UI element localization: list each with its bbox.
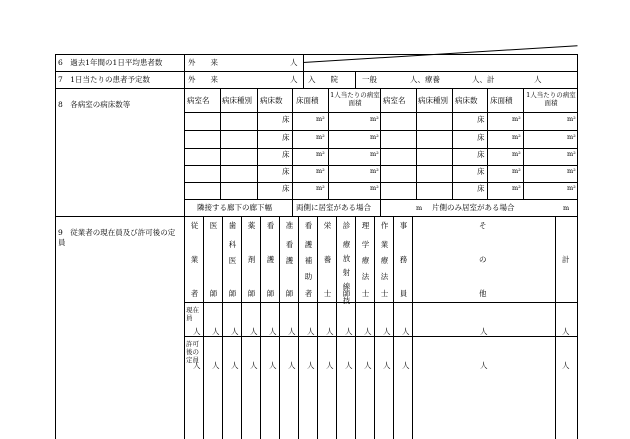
- v8: [257, 88, 258, 199]
- staff-col-10: 学: [361, 240, 370, 249]
- hline-r7: [55, 88, 577, 89]
- area-unit: m²: [316, 150, 325, 158]
- bed-unit: 床: [282, 150, 290, 159]
- staff-col-12: 務: [399, 255, 408, 264]
- hdr-per-person: 1人当たりの病室面積: [526, 91, 576, 107]
- person-unit: 人: [288, 361, 296, 370]
- v9: [555, 216, 556, 439]
- v9: [241, 216, 242, 439]
- v8: [380, 88, 381, 216]
- staff-col-10: 法: [361, 272, 370, 281]
- other-unit: 人: [480, 327, 488, 336]
- v9: [279, 216, 280, 439]
- area-unit: m²: [512, 133, 521, 141]
- person-unit: 人: [231, 361, 239, 370]
- hline-r9-h: [184, 302, 577, 303]
- staff-col-10: 理: [361, 221, 370, 230]
- area-unit: m²: [567, 167, 576, 175]
- bed-unit: 床: [477, 184, 485, 193]
- staff-col-9: 射: [342, 268, 351, 277]
- person-unit: 人: [288, 327, 296, 336]
- bed-unit: 床: [282, 184, 290, 193]
- person-unit: 人: [383, 361, 391, 370]
- v9: [336, 216, 337, 439]
- v9: [203, 216, 204, 439]
- total-unit: 人: [562, 327, 570, 336]
- staff-col-1: 業: [190, 255, 199, 264]
- bed-unit: 床: [282, 115, 290, 124]
- hdr-room-name: 病室名: [187, 96, 210, 105]
- person-unit: 人: [250, 327, 258, 336]
- person-unit: 人: [402, 361, 410, 370]
- row7-unit3: 人: [534, 75, 542, 84]
- person-unit: 人: [364, 327, 372, 336]
- bed-unit: 床: [477, 150, 485, 159]
- staff-col-1: 従: [190, 221, 199, 230]
- staff-col-3: 医: [228, 256, 237, 265]
- total-header: 計: [562, 255, 570, 264]
- row8-label: 8 各病室の病床数等: [58, 100, 131, 109]
- staff-col-6: 看: [285, 240, 294, 249]
- staff-col-11: 士: [380, 289, 389, 298]
- v8: [487, 88, 488, 199]
- row6-label: 6 過去1年間の1日平均患者数: [58, 58, 163, 67]
- person-unit: 人: [326, 327, 334, 336]
- v8: [328, 88, 329, 199]
- hdr-bed-type: 病床種別: [418, 96, 448, 105]
- area-unit: m²: [567, 133, 576, 141]
- person-unit: 人: [307, 361, 315, 370]
- one-side-unit: m: [563, 204, 570, 212]
- staff-col-6: 護: [285, 256, 294, 265]
- area-unit: m²: [512, 184, 521, 192]
- staff-col-9: 技: [342, 296, 351, 305]
- row7-inpatient: 入 院: [308, 75, 338, 84]
- person-unit: 人: [231, 327, 239, 336]
- hline-r6: [55, 71, 577, 72]
- staff-col-9: 放: [342, 254, 351, 263]
- v9: [298, 216, 299, 439]
- staff-col-12: 員: [399, 289, 408, 298]
- area-unit: m²: [316, 133, 325, 141]
- current-label: 現在員: [186, 306, 199, 322]
- area-unit: m²: [567, 115, 576, 123]
- staff-col-3: 師: [228, 289, 237, 298]
- bed-unit: 床: [477, 133, 485, 142]
- hline-r8-end: [55, 216, 577, 217]
- other-top: そ: [479, 221, 487, 230]
- hdr-bed-count: 病床数: [260, 96, 283, 105]
- area-unit: m²: [316, 115, 325, 123]
- v8: [523, 88, 524, 199]
- row7-general: 一般: [362, 75, 377, 84]
- staff-col-1: 者: [190, 289, 199, 298]
- v9: [412, 216, 413, 439]
- row7-unit2: 人、計: [472, 75, 495, 84]
- staff-col-5: 看: [266, 221, 275, 230]
- staff-col-6: 准: [285, 221, 294, 230]
- area-unit: m²: [567, 150, 576, 158]
- staff-col-9: 師: [342, 289, 351, 298]
- area-unit: m²: [567, 184, 576, 192]
- v8: [220, 88, 221, 199]
- staff-col-9: 線: [342, 282, 351, 291]
- hdr-floor-area: 床面積: [296, 96, 319, 105]
- staff-col-4: 剤: [247, 255, 256, 264]
- person-unit: 人: [193, 361, 201, 370]
- staff-col-11: 法: [380, 272, 389, 281]
- area-unit: m²: [370, 150, 379, 158]
- area-unit: m²: [512, 115, 521, 123]
- area-unit: m²: [370, 184, 379, 192]
- staff-col-7: 護: [304, 240, 313, 249]
- v9: [374, 216, 375, 439]
- vline-r7-b: [355, 71, 356, 88]
- staff-col-11: 業: [380, 240, 389, 249]
- v9: [393, 216, 394, 439]
- staff-col-6: 師: [285, 289, 294, 298]
- vline-left: [55, 54, 56, 439]
- row7-unit1: 人、療養: [410, 75, 440, 84]
- person-unit: 人: [307, 327, 315, 336]
- hdr-per-person: 1人当たりの病室面積: [330, 91, 380, 107]
- permitted-label: 許可後の定員: [186, 340, 199, 364]
- person-unit: 人: [269, 361, 277, 370]
- area-unit: m²: [370, 133, 379, 141]
- person-unit: 人: [383, 327, 391, 336]
- other-bot: 他: [479, 289, 487, 298]
- staff-col-7: 助: [304, 272, 313, 281]
- staff-col-5: 師: [266, 289, 275, 298]
- person-unit: 人: [345, 327, 353, 336]
- both-sides-unit: m: [416, 204, 423, 212]
- row7-unit-out: 人: [290, 75, 298, 84]
- bed-unit: 床: [477, 115, 485, 124]
- staff-col-3: 科: [228, 240, 237, 249]
- person-unit: 人: [250, 361, 258, 370]
- one-side-label: 片側のみ居室がある場合: [432, 203, 515, 212]
- vline-right: [577, 54, 578, 439]
- hline-top: [55, 54, 577, 55]
- v8: [292, 88, 293, 199]
- hdr-bed-count: 病床数: [455, 96, 478, 105]
- staff-col-2: 師: [209, 289, 218, 298]
- row9-label: 9 従業者の現在員及び許可後の定員: [58, 228, 176, 247]
- person-unit: 人: [326, 361, 334, 370]
- person-unit: 人: [345, 361, 353, 370]
- row6-outpatient: 外 来: [188, 58, 218, 67]
- area-unit: m²: [370, 167, 379, 175]
- person-unit: 人: [269, 327, 277, 336]
- hline-r9-1: [184, 336, 577, 337]
- staff-col-10: 療: [361, 256, 370, 265]
- v9: [260, 216, 261, 439]
- both-sides-label: 両側に居室がある場合: [296, 203, 371, 212]
- other-unit: 人: [480, 361, 488, 370]
- staff-col-8: 栄: [323, 221, 332, 230]
- staff-col-8: 養: [323, 255, 332, 264]
- total-unit: 人: [562, 361, 570, 370]
- area-unit: m²: [512, 167, 521, 175]
- person-unit: 人: [212, 327, 220, 336]
- vline-label: [184, 54, 185, 439]
- v8: [416, 88, 417, 199]
- person-unit: 人: [364, 361, 372, 370]
- person-unit: 人: [212, 361, 220, 370]
- staff-col-9: 療: [342, 240, 351, 249]
- staff-col-4: 師: [247, 289, 256, 298]
- hdr-floor-area: 床面積: [490, 96, 513, 105]
- staff-col-11: 療: [380, 256, 389, 265]
- vline-r67-a: [303, 54, 304, 88]
- bed-unit: 床: [282, 133, 290, 142]
- person-unit: 人: [193, 327, 201, 336]
- staff-col-3: 歯: [228, 221, 237, 230]
- staff-col-12: 事: [399, 221, 408, 230]
- row6-unit: 人: [290, 58, 298, 67]
- hdr-room-name: 病室名: [383, 96, 406, 105]
- v9: [317, 216, 318, 439]
- person-unit: 人: [402, 327, 410, 336]
- staff-col-9: 診: [342, 221, 351, 230]
- bed-unit: 床: [477, 167, 485, 176]
- v9: [355, 216, 356, 439]
- area-unit: m²: [512, 150, 521, 158]
- staff-col-7: 補: [304, 256, 313, 265]
- area-unit: m²: [316, 184, 325, 192]
- other-mid: の: [479, 255, 487, 264]
- row7-outpatient: 外 来: [188, 75, 218, 84]
- bed-unit: 床: [282, 167, 290, 176]
- staff-col-7: 看: [304, 221, 313, 230]
- staff-col-8: 士: [323, 289, 332, 298]
- v9: [222, 216, 223, 439]
- v8: [452, 88, 453, 199]
- staff-col-7: 者: [304, 289, 313, 298]
- area-unit: m²: [316, 167, 325, 175]
- hdr-bed-type: 病床種別: [222, 96, 252, 105]
- staff-col-10: 士: [361, 289, 370, 298]
- v8: [292, 199, 293, 216]
- corridor-label: 隣接する廊下の廊下幅: [197, 203, 272, 212]
- staff-col-2: 医: [209, 221, 218, 230]
- row7-label: 7 1日当たりの患者予定数: [58, 75, 151, 84]
- area-unit: m²: [370, 115, 379, 123]
- staff-col-11: 作: [380, 221, 389, 230]
- staff-col-5: 護: [266, 255, 275, 264]
- staff-col-4: 薬: [247, 221, 256, 230]
